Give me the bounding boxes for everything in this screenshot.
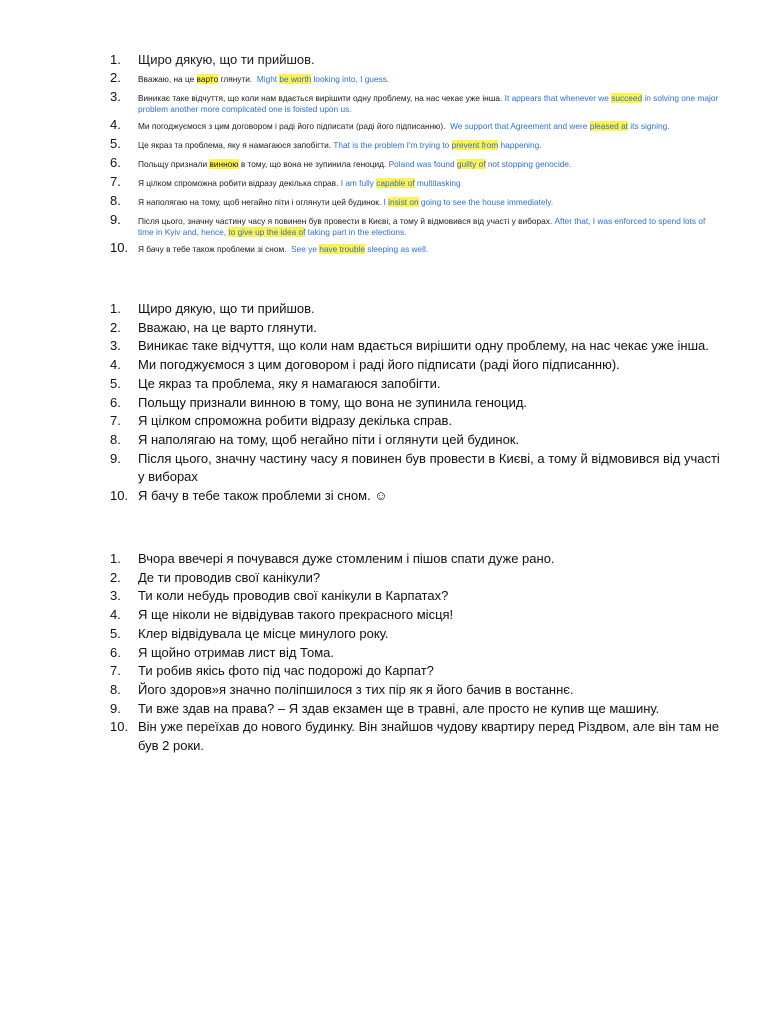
list-number: 7. (110, 413, 121, 429)
list-item (110, 625, 720, 644)
list-text: Я наполягаю на тому, щоб негайно піти і оглянути цей будинок. (138, 431, 520, 447)
list-number: 7. (110, 174, 121, 189)
list-number: 10. (110, 240, 129, 255)
list-text: Щиро дякую, що ти прийшов. (138, 52, 315, 67)
list-number: 8. (110, 431, 121, 447)
english-text: sleeping as well. (364, 244, 429, 254)
list-number: 1. (110, 301, 121, 316)
list-number: 10. (110, 719, 129, 735)
english-text: in solving one major problem another more complicated one is foisted upon us. (138, 93, 719, 114)
list-number: 10. (110, 488, 129, 504)
ukrainian-text: Після цього, значну частину часу я повинен був провести в Києві, а тому й відмовився від участі у виборах. (138, 216, 553, 226)
ukrainian-text: глянути. (218, 74, 253, 84)
ukrainian-text: Це якраз та проблема, яку я намагаюся запобігти. (138, 140, 332, 150)
list-number: 6. (110, 394, 121, 410)
list-text: Його здоров»я значно поліпшилося з тих пір як я його бачив в востаннє. (138, 681, 574, 697)
list-number: 6. (110, 155, 121, 170)
list-item (110, 718, 720, 755)
list-item (110, 606, 720, 625)
highlighted-phrase: prevent from (451, 140, 499, 150)
list-number: 6. (110, 644, 121, 660)
english-text: Poland was found (388, 159, 457, 169)
list-number: 4. (110, 357, 121, 373)
list-number: 1. (110, 52, 121, 67)
list-text: Ти робив якісь фото під час подорожі до Карпат? (138, 663, 434, 679)
list-item (110, 157, 720, 176)
list-item (110, 176, 720, 195)
english-text: I am fully (340, 178, 377, 188)
list-text: Ти коли небудь проводив свої канікули в Карпатах? (138, 588, 449, 604)
highlighted-phrase: to give up the idea of (228, 227, 306, 237)
english-text: See ye (291, 244, 320, 254)
list-number: 4. (110, 607, 121, 623)
list-item (110, 319, 720, 338)
english-text: going to see the house immediately. (418, 197, 554, 207)
list-text: Я цілком спроможна робити відразу декілька справ. (138, 413, 452, 429)
list-item (110, 487, 720, 506)
highlighted-phrase: succeed (611, 93, 643, 103)
list-number: 2. (110, 319, 121, 335)
list-text: Польщу признали винною в тому, що вона не зупинила геноцид. (138, 394, 528, 410)
list-item (110, 375, 720, 394)
ukrainian-text: в тому, що вона не зупинила геноцид. (238, 159, 387, 169)
list-item (110, 72, 720, 91)
translation-list-annotated (110, 51, 720, 261)
highlighted-phrase: be worth (279, 74, 312, 84)
list-item (110, 431, 720, 450)
english-text: happening. (498, 140, 542, 150)
list-number: 9. (110, 450, 121, 466)
list-text: Клер відвідувала це місце минулого року. (138, 625, 389, 641)
list-number: 8. (110, 681, 121, 697)
list-item (110, 681, 720, 700)
list-item (110, 214, 720, 242)
english-text: not stopping genocide. (485, 159, 572, 169)
list-text: Після цього, значну частину часу я повинен був провести в Києві, а тому й відмовився від участі у виборах (138, 450, 720, 485)
highlighted-phrase: pleased at (589, 121, 628, 131)
list-number: 7. (110, 663, 121, 679)
ukrainian-text: Ми погоджуємося з цим договором і раді його підписати (раді його підписанню). (138, 121, 446, 131)
english-text: multitasking (414, 178, 461, 188)
english-text: its signing. (628, 121, 670, 131)
english-text: looking into, I guess. (311, 74, 390, 84)
list-number: 5. (110, 375, 121, 391)
english-text: That is the problem I'm trying to (333, 140, 452, 150)
list-item (110, 569, 720, 588)
list-number: 5. (110, 136, 121, 151)
list-text: Ми погоджуємося з цим договором і раді його підписати (раді його підписанню). (138, 357, 620, 373)
list-item (110, 138, 720, 157)
ukrainian-text: Я наполягаю на тому, щоб негайно піти і оглянути цей будинок. (138, 197, 382, 207)
list-number: 9. (110, 700, 121, 716)
list-item (110, 356, 720, 375)
list-text: Де ти проводив свої канікули? (138, 569, 321, 585)
list-item (110, 91, 720, 119)
ukrainian-text: Вважаю, на це (138, 74, 197, 84)
list-text: Я щойно отримав лист від Тома. (138, 644, 334, 660)
list-number: 2. (110, 569, 121, 585)
list-text: Ти вже здав на права? – Я здав екзамен ще в травні, але просто не купив ще машину. (138, 700, 660, 716)
list-number: 2. (110, 70, 121, 85)
list-item (110, 195, 720, 214)
list-number: 3. (110, 338, 121, 354)
list-number: 3. (110, 89, 121, 104)
list-text: Щиро дякую, що ти прийшов. (138, 301, 315, 316)
list-item (110, 412, 720, 431)
list-item (110, 337, 720, 356)
list-text: Я бачу в тебе також проблеми зі сном. ☺ (138, 488, 388, 504)
list-item (110, 587, 720, 606)
list-number: 3. (110, 588, 121, 604)
ukrainian-text: Я цілком спроможна робити відразу декілька справ. (138, 178, 339, 188)
english-text: After that, I was enforced to spend lots of time in Kyiv and, hence, (138, 216, 706, 237)
english-text: Might (256, 74, 280, 84)
highlighted-phrase: have trouble (319, 244, 365, 254)
ukrainian-text: Польщу признали (138, 159, 210, 169)
list-item (110, 300, 720, 319)
list-item (110, 644, 720, 663)
list-item (110, 450, 720, 487)
highlighted-phrase: capable of (376, 178, 415, 188)
english-text: taking part in the elections. (305, 227, 407, 237)
ukrainian-text: Виникає таке відчуття, що коли нам вдається вирішити одну проблему, на нас чекає уже інша. (138, 93, 503, 103)
highlighted-word: винною (209, 159, 239, 169)
list-item (110, 394, 720, 413)
sentence-list (110, 550, 720, 756)
list-item (110, 550, 720, 569)
ukrainian-text: Я бачу в тебе також проблеми зі сном. (138, 244, 287, 254)
list-item (110, 700, 720, 719)
list-number: 8. (110, 193, 121, 208)
list-item (110, 242, 720, 261)
list-text: Вважаю, на це варто глянути. (138, 319, 317, 335)
list-text: Виникає таке відчуття, що коли нам вдається вирішити одну проблему, на нас чекає уже інша. (138, 338, 709, 354)
list-item (110, 119, 720, 138)
highlighted-word: варто (196, 74, 219, 84)
list-text: Це якраз та проблема, яку я намагаюся запобігти. (138, 375, 441, 391)
highlighted-phrase: guilty of (456, 159, 486, 169)
list-number: 4. (110, 117, 121, 132)
english-text: We support that Agreement and were (450, 121, 590, 131)
highlighted-phrase: insist on (388, 197, 419, 207)
list-number: 1. (110, 551, 121, 566)
list-text: Я ще ніколи не відвідував такого прекрасного місця! (138, 607, 454, 623)
english-text: I (383, 197, 389, 207)
english-text: It appears that whenever we (504, 93, 612, 103)
translation-list-clean (110, 300, 720, 506)
list-item (110, 662, 720, 681)
list-number: 5. (110, 625, 121, 641)
list-text: Вчора ввечері я почувався дуже стомленим і пішов спати дуже рано. (138, 551, 555, 566)
list-text: Він уже переїхав до нового будинку. Він знайшов чудову квартиру перед Різдвом, але він там не був 2 роки. (138, 719, 720, 754)
list-item (110, 51, 720, 72)
list-number: 9. (110, 212, 121, 227)
